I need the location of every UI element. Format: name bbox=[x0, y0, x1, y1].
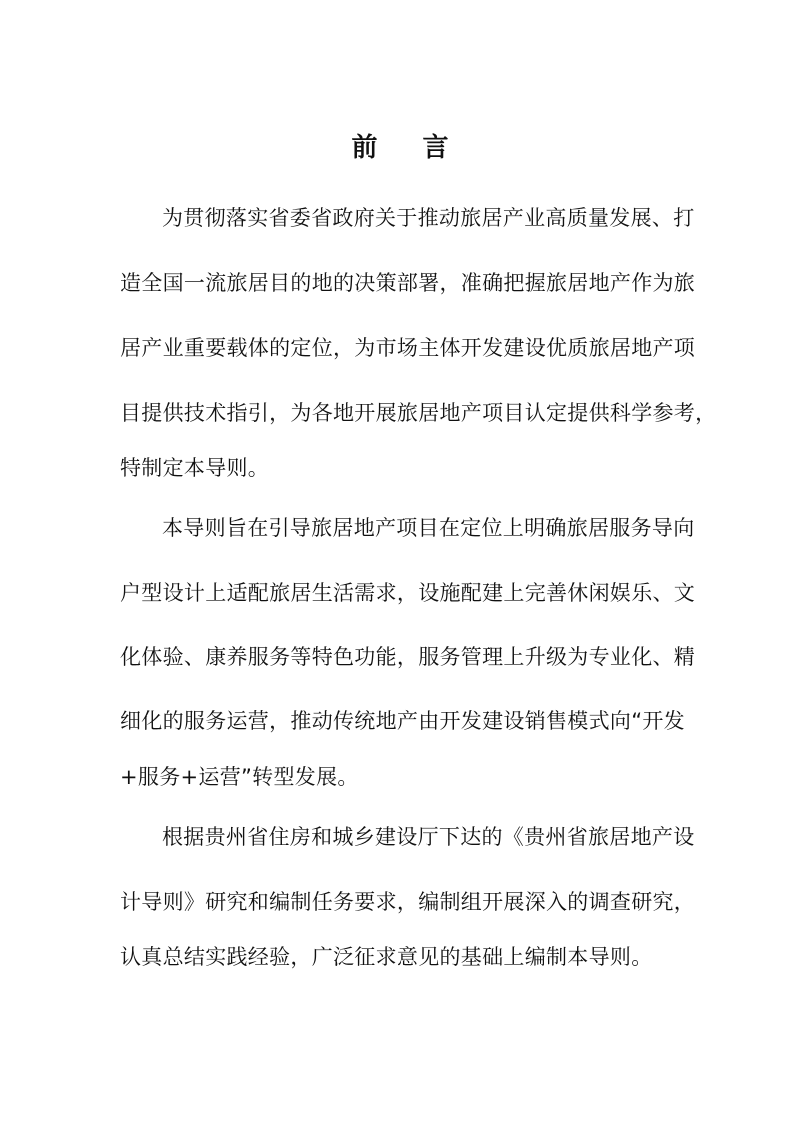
paragraph-2-line-2: 户型设计上适配旅居生活需求，设施配建上完善休闲娱乐、文 bbox=[120, 581, 696, 605]
paragraph-2-line-4: 细化的服务运营，推动传统地产由开发建设销售模式向“开发 bbox=[120, 709, 685, 733]
paragraph-1-line-3: 居产业重要载体的定位，为市场主体开发建设优质旅居地产项 bbox=[120, 336, 696, 360]
paragraph-1-line-4: 目提供技术指引，为各地开展旅居地产项目认定提供科学参考， bbox=[120, 401, 717, 425]
paragraph-1-line-1: 为贯彻落实省委省政府关于推动旅居产业高质量发展、打 bbox=[162, 206, 695, 230]
paragraph-2-line-3: 化体验、康养服务等特色功能，服务管理上升级为专业化、精 bbox=[120, 645, 696, 669]
paragraph-2-line-1: 本导则旨在引导旅居地产项目在定位上明确旅居服务导向 bbox=[162, 516, 695, 540]
paragraph-3-line-3: 认真总结实践经验，广泛征求意见的基础上编制本导则。 bbox=[120, 945, 653, 969]
paragraph-1-line-2: 造全国一流旅居目的地的决策部署，准确把握旅居地产作为旅 bbox=[120, 271, 696, 295]
paragraph-3-line-1: 根据贵州省住房和城乡建设厅下达的《贵州省旅居地产设 bbox=[162, 825, 695, 849]
paragraph-1-line-5: 特制定本导则。 bbox=[120, 456, 270, 480]
page-title: 前 言 bbox=[351, 133, 467, 163]
paragraph-2-line-5: +服务+运营”转型发展。 bbox=[120, 765, 359, 789]
paragraph-3-line-2: 计导则》研究和编制任务要求，编制组开展深入的调查研究， bbox=[120, 890, 696, 914]
